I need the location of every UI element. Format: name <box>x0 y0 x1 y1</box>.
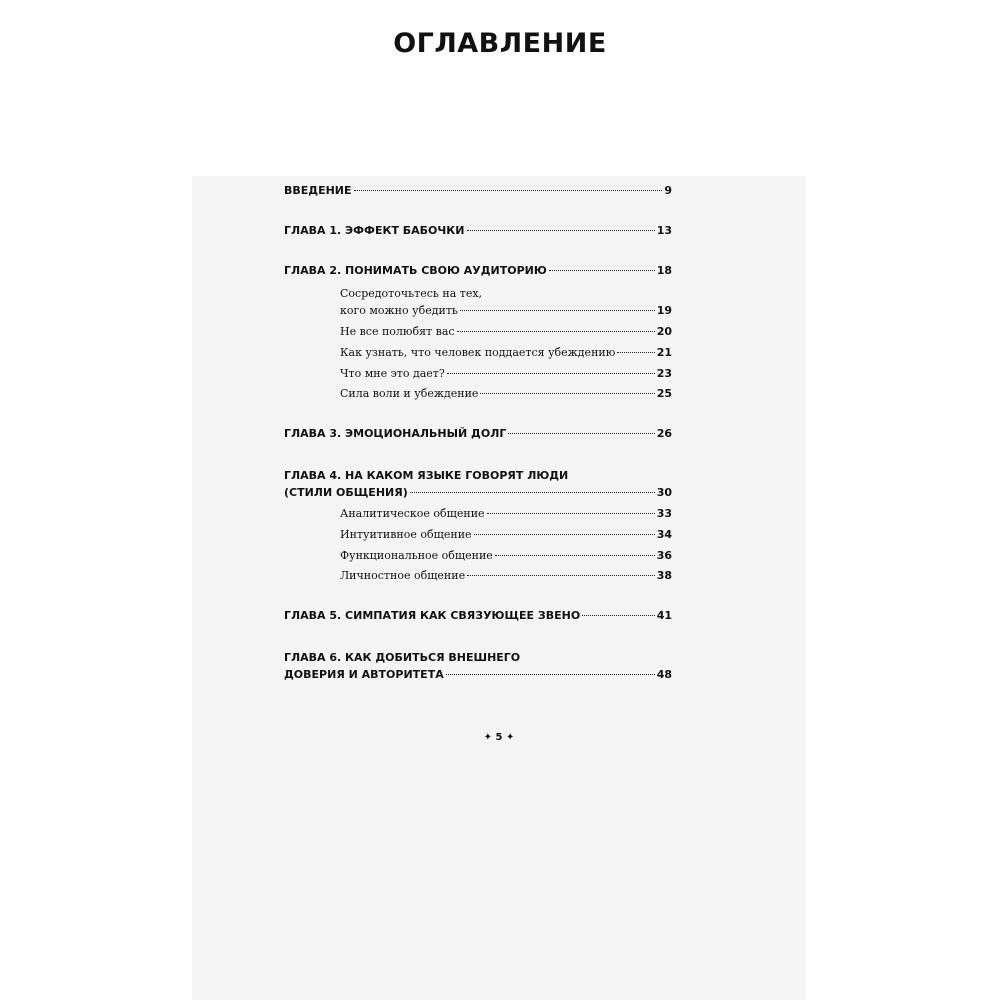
dot-leader <box>457 331 655 332</box>
toc-page-number: 19 <box>656 304 672 317</box>
dot-leader <box>549 270 655 271</box>
dot-leader <box>582 615 655 616</box>
toc-entry-title: Сила воли и убеждение <box>340 387 479 400</box>
dot-leader <box>474 534 655 535</box>
dot-leader <box>617 352 654 353</box>
toc-entry-title: Функциональное общение <box>340 549 493 562</box>
toc-entry-title: Что мне это дает? <box>340 367 445 380</box>
dot-leader <box>446 674 655 675</box>
toc-entry-title: кого можно убедить <box>340 304 458 317</box>
toc-page-number: 13 <box>656 224 672 237</box>
page-title: ОГЛАВЛЕНИЕ <box>393 28 607 59</box>
dot-leader <box>354 190 663 191</box>
toc-entry-title: Как узнать, что человек поддается убеждению <box>340 346 616 359</box>
dot-leader <box>410 492 655 493</box>
toc-page-number: 36 <box>656 549 672 562</box>
toc-entry-section[interactable] <box>340 549 672 569</box>
toc-page-number: 48 <box>656 668 672 681</box>
toc-entry-title-line: Сосредоточьтесь на тех, <box>340 287 483 300</box>
toc-page-number: 33 <box>656 507 672 520</box>
dot-leader <box>487 513 655 514</box>
dot-leader <box>495 555 655 556</box>
toc-entry-title: Интуитивное общение <box>340 528 472 541</box>
toc-page-number: 30 <box>656 486 672 499</box>
toc-entry-title: ВВЕДЕНИЕ <box>284 184 352 197</box>
toc-page-number: 41 <box>656 609 672 622</box>
toc-entry-title: Не все полюбят вас <box>340 325 455 338</box>
toc-page-number: 21 <box>656 346 672 359</box>
toc-entry-chapter-3[interactable] <box>284 427 672 447</box>
toc-entry-title: ГЛАВА 5. СИМПАТИЯ КАК СВЯЗУЮЩЕЕ ЗВЕНО <box>284 609 581 622</box>
toc-entry-title: ГЛАВА 2. ПОНИМАТЬ СВОЮ АУДИТОРИЮ <box>284 264 547 277</box>
toc-entry-title: Личностное общение <box>340 569 466 582</box>
toc-entry-intro[interactable] <box>284 184 672 204</box>
page-number-folio: ✦ 5 ✦ <box>483 732 515 743</box>
toc-page-number: 34 <box>656 528 672 541</box>
toc-entry-section[interactable] <box>340 346 672 366</box>
toc-entry-chapter-2[interactable] <box>284 264 672 284</box>
toc-entry-section[interactable] <box>340 304 672 324</box>
toc-entry-chapter-4[interactable] <box>284 486 672 506</box>
toc-page-number: 25 <box>656 387 672 400</box>
toc-entry-section[interactable] <box>340 387 672 407</box>
toc-entry-title: ДОВЕРИЯ И АВТОРИТЕТА <box>284 668 444 681</box>
toc-entry-chapter-5[interactable] <box>284 609 672 629</box>
toc-entry-section[interactable] <box>340 325 672 345</box>
dot-leader <box>508 433 654 434</box>
toc-entry-chapter-6[interactable] <box>284 668 672 688</box>
toc-page-number: 26 <box>656 427 672 440</box>
toc-entry-title: Аналитическое общение <box>340 507 485 520</box>
book-page <box>192 176 806 1000</box>
toc-page-number: 9 <box>664 184 672 197</box>
dot-leader <box>467 230 655 231</box>
toc-page-number: 23 <box>656 367 672 380</box>
toc-entry-section[interactable] <box>340 569 672 589</box>
toc-entry-title: (СТИЛИ ОБЩЕНИЯ) <box>284 486 408 499</box>
toc-page-number: 38 <box>656 569 672 582</box>
toc-page-number: 20 <box>656 325 672 338</box>
toc-entry-title: ГЛАВА 3. ЭМОЦИОНАЛЬНЫЙ ДОЛГ <box>284 427 507 440</box>
toc-entry-section[interactable] <box>340 528 672 548</box>
dot-leader <box>480 393 654 394</box>
toc-page-number: 18 <box>656 264 672 277</box>
toc-entry-title-line: ГЛАВА 6. КАК ДОБИТЬСЯ ВНЕШНЕГО <box>284 651 521 664</box>
toc-entry-title: ГЛАВА 1. ЭФФЕКТ БАБОЧКИ <box>284 224 465 237</box>
toc-entry-title-line: ГЛАВА 4. НА КАКОМ ЯЗЫКЕ ГОВОРЯТ ЛЮДИ <box>284 469 569 482</box>
dot-leader <box>460 310 655 311</box>
dot-leader <box>447 373 655 374</box>
dot-leader <box>467 575 655 576</box>
toc-entry-section[interactable] <box>340 367 672 387</box>
toc-entry-chapter-1[interactable] <box>284 224 672 244</box>
toc-entry-section[interactable] <box>340 507 672 527</box>
